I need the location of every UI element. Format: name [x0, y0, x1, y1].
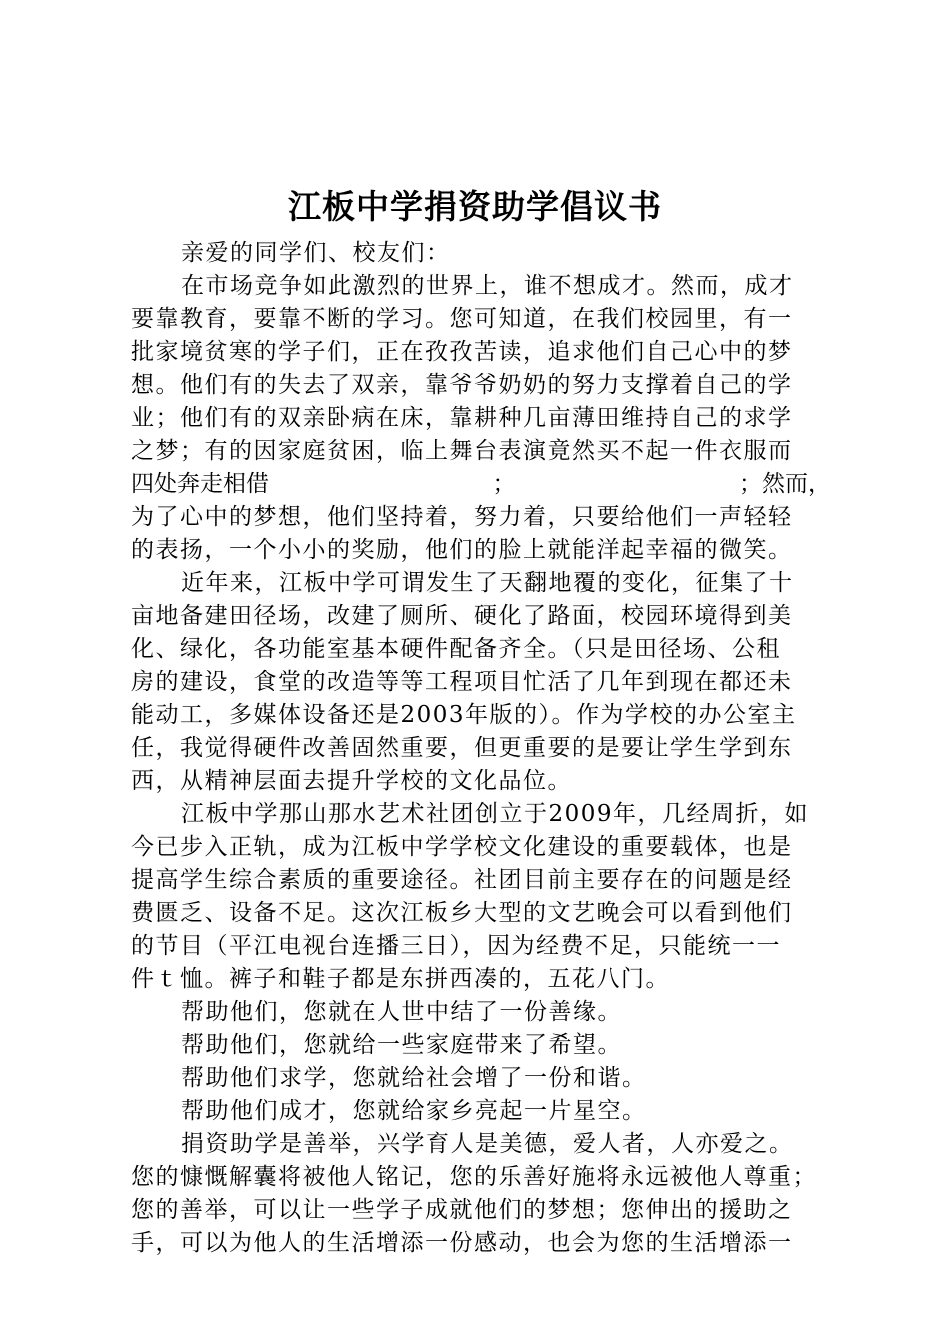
paragraph-line: 的表扬，一个小小的奖励，他们的脸上就能洋起幸福的微笑。: [131, 537, 793, 563]
paragraph-line: 帮助他们求学，您就给社会增了一份和谐。: [181, 1065, 647, 1091]
paragraph-line: 的节目（平江电视台连播三日），因为经费不足，只能统一一: [131, 933, 781, 959]
paragraph-line: 西，从精神层面去提升学校的文化品位。: [131, 768, 572, 794]
paragraph-line: 江板中学那山那水艺术社团创立于2009年，几经周折，如: [181, 801, 810, 827]
paragraph-line: 近年来，江板中学可谓发生了天翻地覆的变化，征集了十: [181, 570, 794, 596]
paragraph-line: 之梦；有的因家庭贫困，临上舞台表演竟然买不起一件衣服而: [131, 438, 793, 464]
line-segment: ；然而，: [739, 471, 831, 497]
paragraph-line: 任，我觉得硬件改善固然重要，但更重要的是要让学生学到东: [131, 735, 793, 761]
paragraph-line: 能动工，多媒体设备还是2003年版的）。作为学校的办公室主: [131, 702, 797, 728]
paragraph-line: 费匮乏、设备不足。这次江板乡大型的文艺晚会可以看到他们: [131, 900, 793, 926]
paragraph-line: 件ｔ恤。裤子和鞋子都是东拼西凑的，五花八门。: [131, 966, 670, 992]
paragraph-line: 您的慷慨解囊将被他人铭记，您的乐善好施将永远被他人尊重；: [131, 1164, 817, 1190]
paragraph-line: 想。他们有的失去了双亲，靠爷爷奶奶的努力支撑着自己的学: [131, 372, 793, 398]
paragraph-line-split: [131, 468, 831, 501]
paragraph-line: 房的建设，食堂的改造等等工程项目忙活了几年到现在都还未: [131, 669, 793, 695]
salutation-line: 亲爱的同学们、校友们：: [181, 240, 451, 266]
paragraph-line: 提高学生综合素质的重要途径。社团目前主要存在的问题是经: [131, 867, 793, 893]
paragraph-line: 业；他们有的双亲卧病在床，靠耕种几亩薄田维持自己的求学: [131, 405, 793, 431]
line-segment: 四处奔走相借: [131, 471, 269, 497]
paragraph-line: 帮助他们，您就在人世中结了一份善缘。: [181, 999, 622, 1025]
paragraph-line: 批家境贫寒的学子们，正在孜孜苦读，追求他们自己心中的梦: [131, 339, 793, 365]
paragraph-line: 您的善举，可以让一些学子成就他们的梦想；您伸出的援助之: [131, 1197, 793, 1223]
document-body: [131, 237, 831, 1260]
document-title: 江板中学捐资助学倡议书: [288, 187, 662, 226]
paragraph-line: 帮助他们成才，您就给家乡亮起一片星空。: [181, 1098, 647, 1124]
paragraph-line: 要靠教育，要靠不断的学习。您可知道，在我们校园里，有一: [131, 306, 793, 332]
paragraph-line: 手，可以为他人的生活增添一份感动，也会为您的生活增添一: [131, 1230, 793, 1256]
paragraph-line: 帮助他们，您就给一些家庭带来了希望。: [181, 1032, 622, 1058]
paragraph-line: 捐资助学是善举，兴学育人是美德，爱人者，人亦爱之。: [181, 1131, 794, 1157]
paragraph-line: 在市场竞争如此激烈的世界上，谁不想成才。然而，成才: [181, 273, 794, 299]
paragraph-line: 化、绿化，各功能室基本硬件配备齐全。（只是田径场、公租: [131, 636, 781, 662]
paragraph-line: 今已步入正轨，成为江板中学学校文化建设的重要载体，也是: [131, 834, 793, 860]
line-segment: ；: [492, 471, 516, 497]
paragraph-line: 亩地备建田径场，改建了厕所、硬化了路面，校园环境得到美: [131, 603, 793, 629]
paragraph-line: 为了心中的梦想，他们坚持着，努力着，只要给他们一声轻轻: [131, 504, 793, 530]
